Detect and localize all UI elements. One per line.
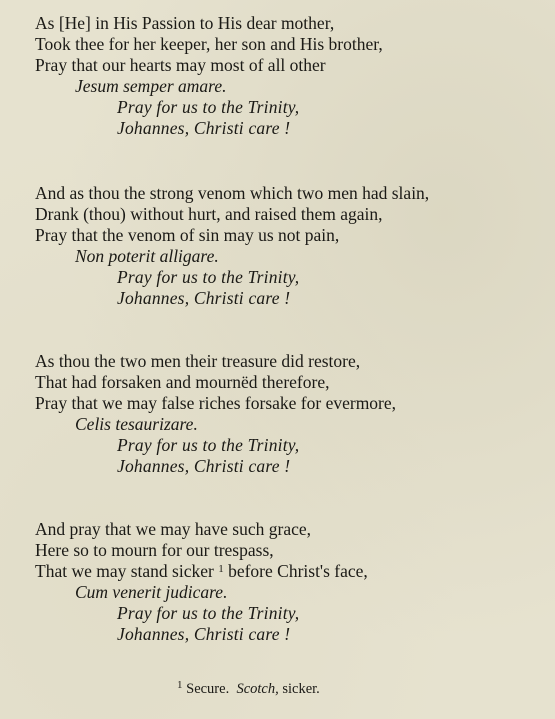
verse-line: That had forsaken and mournëd therefore, <box>35 372 330 392</box>
verse-line: Pray that we may false riches forsake for evermore, <box>35 393 397 413</box>
verse-text: That we may stand sicker <box>35 561 214 581</box>
verse-text: before Christ's face, <box>223 561 368 581</box>
verse-line: Drank (thou) without hurt, and raised them again, <box>35 204 383 224</box>
refrain-line: Johannes, Christi care ! <box>117 118 291 138</box>
verse-line-with-footnote <box>35 561 550 582</box>
verse-line: As [He] in His Passion to His dear mother, <box>35 13 335 33</box>
latin-line: Celis tesaurizare. <box>75 414 198 434</box>
stanza-1 <box>35 13 550 139</box>
latin-line: Non poterit alligare. <box>75 246 219 266</box>
verse-line: Took thee for her keeper, her son and His brother, <box>35 34 383 54</box>
stanza-4 <box>35 519 550 645</box>
verse-line: And as thou the strong venom which two men had slain, <box>35 183 430 203</box>
footnote-text: Secure. <box>182 681 230 697</box>
verse-line: Here so to mourn for our trespass, <box>35 540 274 560</box>
verse-line: As thou the two men their treasure did restore, <box>35 351 361 371</box>
refrain-line: Pray for us to the Trinity, <box>117 603 300 623</box>
footnote <box>177 680 320 698</box>
footnote-after: sicker. <box>278 681 320 697</box>
refrain-line: Pray for us to the Trinity, <box>117 435 300 455</box>
stanza-2 <box>35 183 550 309</box>
refrain-line: Pray for us to the Trinity, <box>117 97 300 117</box>
footnote-marker: 1 <box>218 563 224 575</box>
footnote-italic: Scotch, <box>236 681 279 697</box>
refrain-line: Johannes, Christi care ! <box>117 624 291 644</box>
verse-line: Pray that our hearts may most of all other <box>35 55 326 75</box>
footnote-number: 1 <box>177 679 183 691</box>
refrain-line: Johannes, Christi care ! <box>117 456 291 476</box>
refrain-line: Pray for us to the Trinity, <box>117 267 300 287</box>
latin-line: Cum venerit judicare. <box>75 582 228 602</box>
latin-line: Jesum semper amare. <box>75 76 227 96</box>
verse-line: And pray that we may have such grace, <box>35 519 312 539</box>
verse-line: Pray that the venom of sin may us not pain, <box>35 225 340 245</box>
refrain-line: Johannes, Christi care ! <box>117 288 291 308</box>
stanza-3 <box>35 351 550 477</box>
